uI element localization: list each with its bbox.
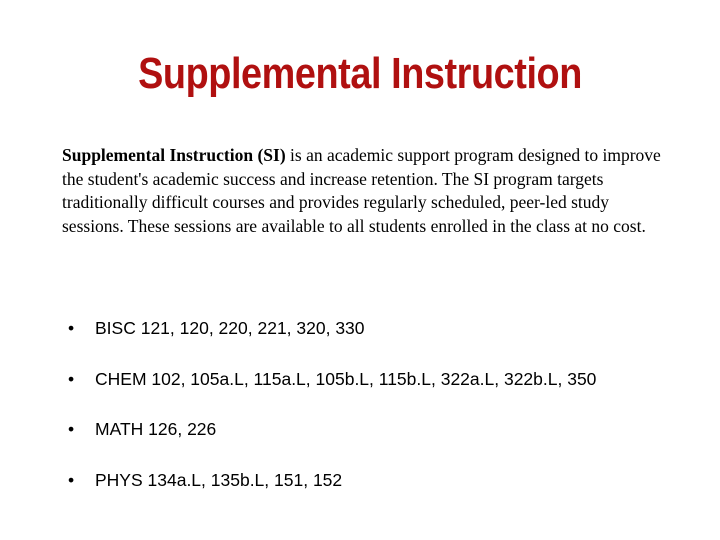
- intro-lead: Supplemental Instruction (SI): [62, 145, 286, 165]
- slide-title: Supplemental Instruction: [138, 49, 582, 98]
- course-text-phys: PHYS 134a.L, 135b.L, 151, 152: [95, 469, 343, 490]
- bullet: •: [68, 419, 75, 439]
- list-item: [68, 467, 596, 493]
- list-item: [68, 416, 596, 442]
- bullet: •: [68, 318, 75, 338]
- intro-body: is an academic support program designed to improve the student's academic success and increase retention. The SI program targets traditionally difficult courses and provides regularly scheduled, peer-led study sessions. These sessions are available to all students enrolled in the class at no cost.: [62, 145, 661, 236]
- course-text-math: MATH 126, 226: [95, 419, 217, 439]
- list-item: [68, 366, 596, 392]
- course-text-chem: CHEM 102, 105a.L, 115a.L, 105b.L, 115b.L, 322a.L, 322b.L, 350: [95, 368, 597, 389]
- list-item: [68, 315, 596, 341]
- course-list: [68, 315, 596, 517]
- bullet: •: [68, 469, 75, 490]
- course-text-bisc: BISC 121, 120, 220, 221, 320, 330: [95, 318, 365, 338]
- intro-paragraph: [62, 144, 672, 238]
- bullet: •: [68, 368, 75, 389]
